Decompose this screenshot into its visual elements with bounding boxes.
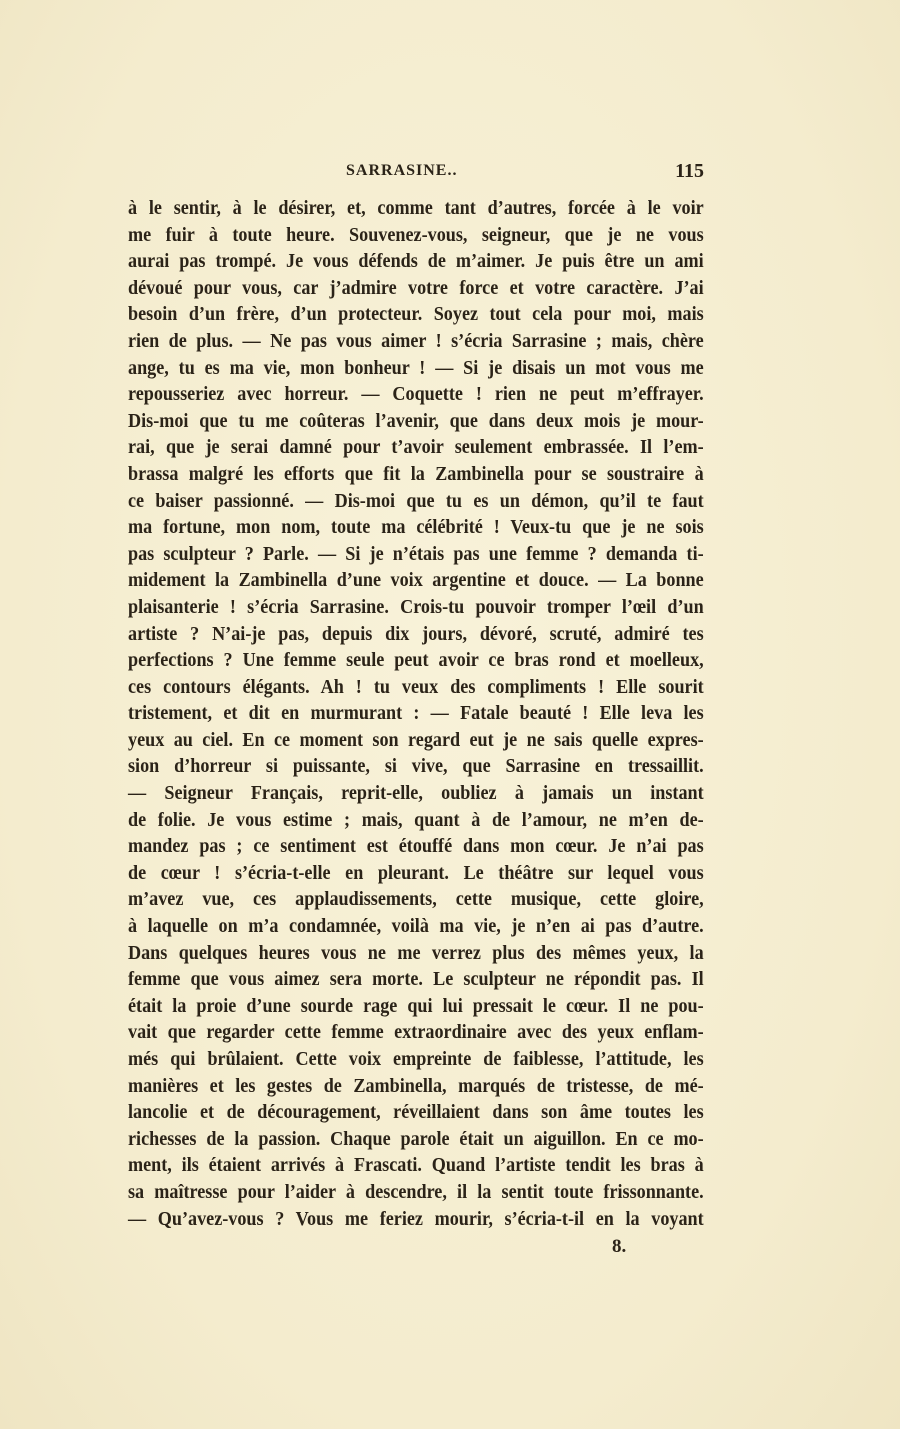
text-line: m’avez vue, ces applaudissements, cette musique, cette gloire, xyxy=(128,889,704,911)
text-line: sa maîtresse pour l’aider à descendre, il la sentit toute frissonnante. xyxy=(128,1181,704,1203)
text-line: brassa malgré les efforts que fit la Zambinella pour se soustraire à xyxy=(128,463,704,485)
text-line: rien de plus. — Ne pas vous aimer ! s’écria Sarrasine ; mais, chère xyxy=(128,330,704,352)
signature-mark: 8. xyxy=(612,1236,627,1257)
text-line: rai, que je serai damné pour t’avoir seulement embrassée. Il l’em- xyxy=(128,437,704,459)
text-line: richesses de la passion. Chaque parole était un aiguillon. En ce mo- xyxy=(128,1128,704,1150)
text-line: aurai pas trompé. Je vous défends de m’aimer. Je puis être un ami xyxy=(128,251,704,273)
text-line: dévoué pour vous, car j’admire votre force et votre caractère. J’ai xyxy=(128,277,704,299)
text-line: perfections ? Une femme seule peut avoir ce bras rond et moelleux, xyxy=(128,650,704,672)
text-line: artiste ? N’ai-je pas, depuis dix jours, dévoré, scruté, admiré tes xyxy=(128,623,704,645)
page-header xyxy=(128,160,704,186)
text-line: plaisanterie ! s’écria Sarrasine. Crois-tu pouvoir tromper l’œil d’un xyxy=(128,596,704,618)
text-line: midement la Zambinella d’une voix argentine et douce. — La bonne xyxy=(128,570,704,592)
text-line: Dans quelques heures vous ne me verrez plus des mêmes yeux, la xyxy=(128,942,704,964)
text-line: sion d’horreur si puissante, si vive, que Sarrasine en tressaillit. xyxy=(128,756,704,778)
text-line: ange, tu es ma vie, mon bonheur ! — Si je disais un mot vous me xyxy=(128,357,704,379)
text-line: mandez pas ; ce sentiment est étouffé dans mon cœur. Je n’ai pas xyxy=(128,836,704,858)
text-line: més qui brûlaient. Cette voix empreinte de faiblesse, l’attitude, les xyxy=(128,1049,704,1070)
text-line: de cœur ! s’écria-t-elle en pleurant. Le théâtre sur lequel vous xyxy=(128,862,704,884)
text-line: yeux au ciel. En ce moment son regard eut je ne sais quelle expres- xyxy=(128,729,704,751)
text-line: à le sentir, à le désirer, et, comme tant d’autres, forcée à le voir xyxy=(128,198,704,219)
text-line: besoin d’un frère, d’un protecteur. Soyez tout cela pour moi, mais xyxy=(128,304,704,326)
text-line: à laquelle on m’a condamnée, voilà ma vie, je n’en ai pas d’autre. xyxy=(128,916,704,938)
text-line: — Qu’avez-vous ? Vous me feriez mourir, s’écria-t-il en la voyant xyxy=(128,1208,704,1230)
text-line: vait que regarder cette femme extraordinaire avec des yeux enflam- xyxy=(128,1022,704,1044)
text-line: Dis-moi que tu me coûteras l’avenir, que dans deux mois je mour- xyxy=(128,410,704,432)
text-line: femme que vous aimez sera morte. Le sculpteur ne répondit pas. Il xyxy=(128,969,704,991)
text-line: de folie. Je vous estime ; mais, quant à de l’amour, ne m’en de- xyxy=(128,809,704,831)
running-title: SARRASINE.. xyxy=(346,162,458,179)
body-text xyxy=(128,196,704,1233)
text-line: était la proie d’une sourde rage qui lui pressait le cœur. Il ne pou- xyxy=(128,995,704,1017)
text-line: me fuir à toute heure. Souvenez-vous, seigneur, que je ne vous xyxy=(128,224,704,246)
page-number: 115 xyxy=(675,160,704,182)
text-line: repousseriez avec horreur. — Coquette ! rien ne peut m’effrayer. xyxy=(128,384,704,406)
text-line: ces contours élégants. Ah ! tu veux des compliments ! Elle sourit xyxy=(128,676,704,698)
text-line: — Seigneur Français, reprit-elle, oubliez à jamais un instant xyxy=(128,783,704,805)
text-line: ma fortune, mon nom, toute ma célébrité ! Veux-tu que je ne sois xyxy=(128,517,704,539)
text-line: ment, ils étaient arrivés à Frascati. Quand l’artiste tendit les bras à xyxy=(128,1155,704,1177)
text-line: tristement, et dit en murmurant : — Fatale beauté ! Elle leva les xyxy=(128,703,704,725)
text-line: manières et les gestes de Zambinella, marqués de tristesse, de mé- xyxy=(128,1075,704,1097)
text-line: ce baiser passionné. — Dis-moi que tu es un démon, qu’il te faut xyxy=(128,490,704,512)
text-line: lancolie et de découragement, réveillaient dans son âme toutes les xyxy=(128,1102,704,1124)
text-line: pas sculpteur ? Parle. — Si je n’étais pas une femme ? demanda ti- xyxy=(128,543,704,565)
